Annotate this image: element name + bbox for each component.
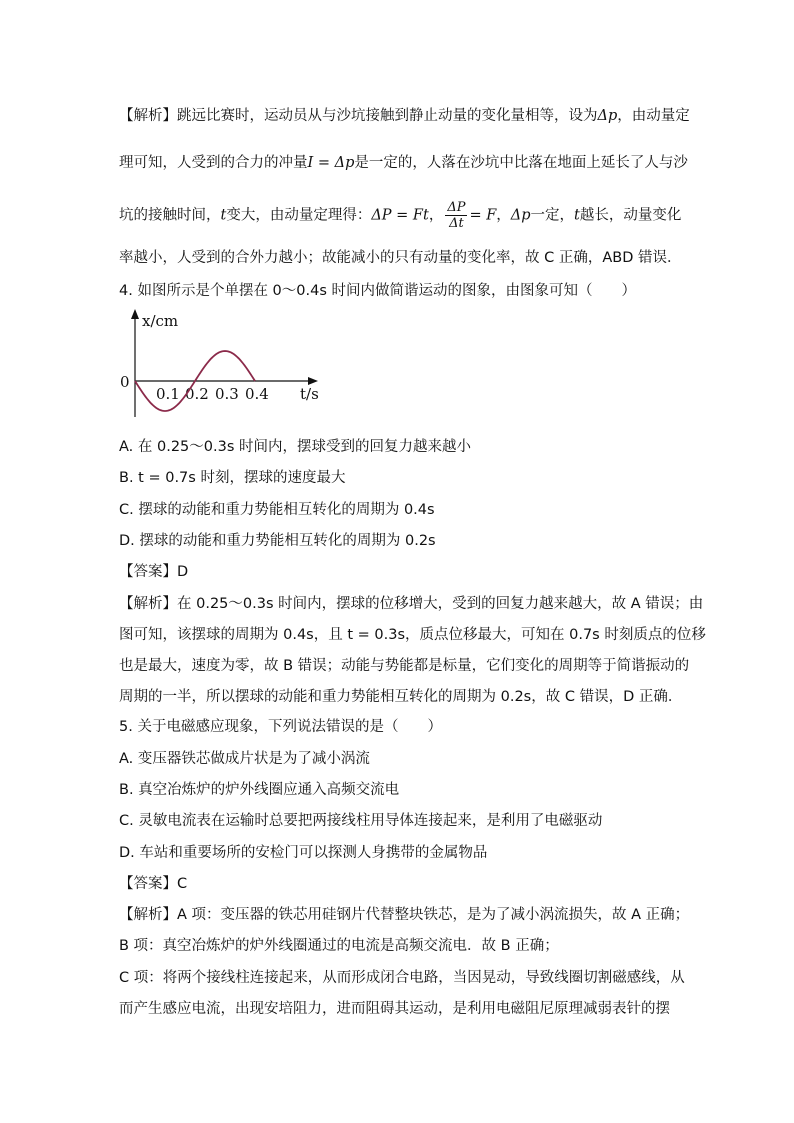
explanation-4-line-3: 也是最大，速度为零，故 B 错误；动能与势能都是标量，它们变化的周期等于简谐振动的 (119, 658, 690, 674)
tick-label-0.1: 0.1 (156, 385, 180, 403)
math-impulse: I = Δp (307, 155, 355, 171)
question-5-option-a: A. 变压器铁芯做成片状是为了减小涡流 (119, 751, 370, 767)
answer-5: 【答案】C (119, 876, 188, 892)
explanation-5-line-1: 【解析】A 项：变压器的铁芯用硅钢片代替整块铁芯，是为了减小涡流损失，故 A 正确； (119, 907, 690, 923)
question-5-stem: 5. 关于电磁感应现象，下列说法错误的是（ ） (119, 719, 442, 735)
x-axis-arrow (308, 377, 318, 385)
explanation-4-line-1: 【解析】在 0.25～0.3s 时间内，摆球的位移增大，受到的回复力越来越大，故 A 错误；由 (119, 596, 704, 612)
explanation-q3-line-1: 【解析】跳远比赛时，运动员从与沙坑接触到静止动量的变化量相等，设为Δp，由动量定 (119, 108, 690, 124)
question-5-option-d: D. 车站和重要场所的安检门可以探测人身携带的金属物品 (119, 845, 488, 861)
explanation-5-line-4: 而产生感应电流，出现安培阻力，进而阻碍其运动，是利用电磁阻尼原理减弱表针的摆 (119, 1001, 670, 1017)
question-4-option-a: A. 在 0.25～0.3s 时间内，摆球受到的回复力越来越小 (119, 439, 471, 455)
answer-4: 【答案】D (119, 564, 189, 580)
question-5-option-b: B. 真空冶炼炉的炉外线圈应通入高频交流电 (119, 782, 400, 798)
math-fraction: $\frac{\Delta P}{\Delta t}$ (447, 200, 466, 231)
explanation-q3-line-2: 理可知，人受到的合力的冲量I = Δp是一定的，人落在沙坑中比落在地面上延长了人与沙 (119, 155, 688, 171)
tick-label-0.2: 0.2 (185, 385, 209, 403)
question-4-option-b: B. t = 0.7s 时刻，摆球的速度最大 (119, 470, 346, 486)
math-momentum-theorem: ΔP = Ft (371, 207, 429, 224)
question-4-stem: 4. 如图所示是个单摆在 0～0.4s 时间内做简谐运动的图象，由图象可知（ ） (119, 283, 636, 299)
shm-displacement-graph (112, 305, 332, 425)
explanation-4-line-2: 图可知，该摆球的周期为 0.4s，且 t = 0.3s，质点位移最大，可知在 0.7s 时刻质点的位移 (119, 627, 706, 643)
tick-label-0.4: 0.4 (245, 385, 269, 403)
explanation-q3-line-3: 坑的接触时间，t变大，由动量定理得：ΔP = Ft， $\frac{\Delta P}{\Delta t}$ = F，Δp一定，t越长，动量变化 (119, 200, 682, 231)
explanation-4-line-4: 周期的一半，所以摆球的动能和重力势能相互转化的周期为 0.2s，故 C 错误，D 正确． (119, 689, 683, 705)
question-5-option-c: C. 灵敏电流表在运输时总要把两接线柱用导体连接起来，是利用了电磁驱动 (119, 813, 603, 829)
tick-label-0.3: 0.3 (215, 385, 239, 403)
explanation-5-line-2: B 项：真空冶炼炉的炉外线圈通过的电流是高频交流电．故 B 正确； (119, 938, 559, 954)
origin-label: 0 (120, 373, 130, 391)
x-axis-label: t/s (300, 385, 319, 403)
question-4-option-d: D. 摆球的动能和重力势能相互转化的周期为 0.2s (119, 533, 436, 549)
math-delta-p: Δp (597, 108, 618, 124)
explanation-5-line-3: C 项：将两个接线柱连接起来，从而形成闭合电路，当因晃动，导致线圈切割磁感线，从 (119, 970, 685, 986)
explanation-q3-line-4: 率越小，人受到的合外力越小；故能减小的只有动量的变化率，故 C 正确，ABD 错误． (119, 250, 682, 266)
question-4-option-c: C. 摆球的动能和重力势能相互转化的周期为 0.4s (119, 502, 435, 518)
y-axis-arrow (131, 309, 139, 319)
y-axis-label: x/cm (142, 312, 179, 330)
